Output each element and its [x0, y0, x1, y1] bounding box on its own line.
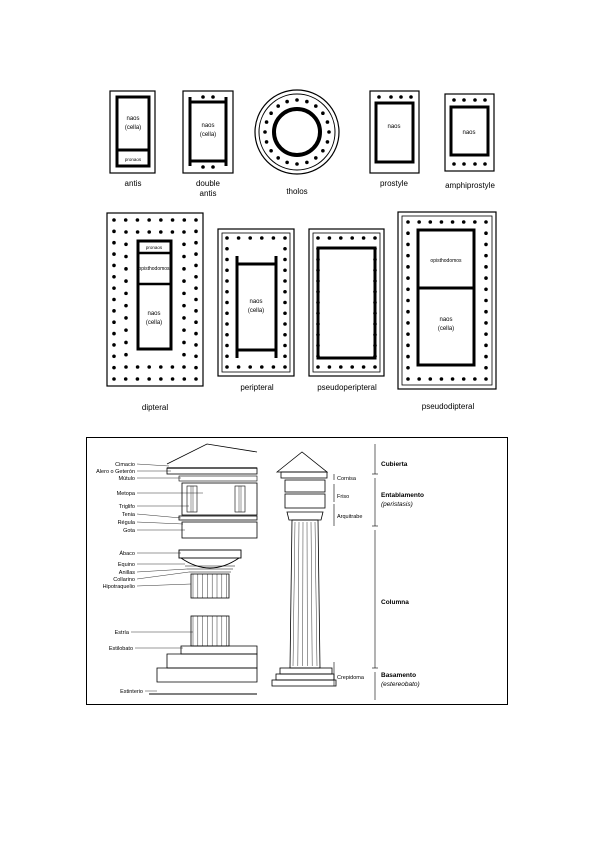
label-anillas: Anillas	[118, 570, 135, 576]
plan-label-antis-2: antis	[199, 189, 217, 198]
column-dot	[406, 231, 410, 235]
column-dot	[484, 265, 488, 269]
column-dot	[373, 333, 377, 337]
label-triglifo: Triglifo	[118, 504, 135, 510]
column-dot	[406, 287, 410, 291]
column-dot	[406, 321, 410, 325]
naos-label: naos	[147, 311, 161, 317]
column-dot	[484, 287, 488, 291]
column-dot	[462, 220, 466, 224]
column-dot	[283, 236, 287, 240]
column-dot	[194, 218, 198, 222]
column-dot	[321, 149, 325, 153]
column-dot	[314, 104, 318, 108]
column-dot	[316, 322, 320, 326]
flute-line	[315, 522, 317, 666]
column-dot	[136, 365, 140, 369]
column-dot	[272, 365, 276, 369]
column-dot	[484, 332, 488, 336]
column-dot	[285, 100, 289, 104]
column-dot	[484, 243, 488, 247]
column-dot	[373, 268, 377, 272]
column-dot	[260, 365, 264, 369]
column-dot	[112, 366, 116, 370]
naos-label: naos	[439, 317, 453, 323]
column-dot	[124, 242, 128, 246]
column-dot	[406, 220, 410, 224]
column-dot	[124, 292, 128, 296]
column-dot	[373, 365, 377, 369]
column-dot	[362, 365, 366, 369]
column-dot	[276, 156, 280, 160]
column-dot	[225, 344, 229, 348]
label-abaco: Ábaco	[119, 551, 135, 557]
column-dot	[263, 130, 267, 134]
column-dot	[451, 377, 455, 381]
column-dot	[124, 365, 128, 369]
column-dot	[373, 354, 377, 358]
column-dot	[283, 279, 287, 283]
column-dot	[112, 286, 116, 290]
column-dot	[316, 333, 320, 337]
column-dot	[171, 230, 175, 234]
right-labels	[381, 461, 424, 688]
column-dot	[136, 377, 140, 381]
plan-peripteral	[218, 229, 294, 392]
column-dot	[316, 301, 320, 305]
cella-label: (cella)	[199, 132, 217, 138]
column-dot	[112, 298, 116, 302]
column-dot	[283, 365, 287, 369]
column-dot	[147, 377, 151, 381]
column-dot	[406, 344, 410, 348]
column-dot	[406, 366, 410, 370]
label-hipotraquelio: Hipotraquelio	[102, 584, 135, 590]
column-dot	[124, 304, 128, 308]
column-dot	[159, 230, 163, 234]
cella-label: (cella)	[145, 320, 163, 326]
column-dot	[484, 231, 488, 235]
label-crepidoma: Crepidoma	[337, 675, 364, 681]
naos-label: naos	[387, 124, 401, 130]
column-dot	[194, 377, 198, 381]
column-dot	[406, 254, 410, 258]
column-dot	[124, 218, 128, 222]
column-dot	[326, 140, 330, 144]
column-dot	[182, 353, 186, 357]
column-dot	[112, 332, 116, 336]
column-dot	[272, 236, 276, 240]
plan-label-pseudodipteral: pseudodipteral	[421, 402, 475, 411]
column-dot	[373, 311, 377, 315]
column-dot	[276, 104, 280, 108]
column-dot	[225, 236, 229, 240]
column-dot	[136, 230, 140, 234]
label-estilobato: Estilobato	[108, 646, 133, 652]
label-tenia: Tenia	[121, 512, 135, 518]
column-dot	[194, 298, 198, 302]
column-dot	[124, 341, 128, 345]
column-dot	[328, 236, 332, 240]
label-mutulo: Mútulo	[118, 476, 135, 482]
column-dot	[406, 265, 410, 269]
column-dot	[316, 311, 320, 315]
column-dot	[269, 111, 273, 115]
plan-label-pseudoperipteral: pseudoperipteral	[317, 383, 377, 392]
column-dot	[283, 301, 287, 305]
plan-label-prostyle: prostyle	[379, 179, 409, 188]
column-dot	[124, 316, 128, 320]
column-dot	[316, 268, 320, 272]
middle-labels	[337, 476, 365, 681]
pronaos-label: pronaos	[145, 245, 163, 250]
column-dot	[171, 377, 175, 381]
column-dot	[451, 220, 455, 224]
column-dot	[283, 268, 287, 272]
column-dot	[225, 365, 229, 369]
label-columna: Columna	[381, 599, 409, 606]
naos-label: naos	[462, 130, 476, 136]
column-dot	[373, 301, 377, 305]
bracket-lines	[334, 444, 378, 700]
plan-label-double: double	[195, 179, 221, 188]
column-dot	[182, 316, 186, 320]
left-labels	[96, 462, 143, 695]
plan-label-tholos: tholos	[286, 187, 308, 196]
label-gota: Gota	[123, 528, 135, 534]
label-collarino: Collarino	[113, 577, 135, 583]
column-dot	[194, 264, 198, 268]
column-dot	[194, 354, 198, 358]
column-dot	[182, 255, 186, 259]
column-dot	[171, 218, 175, 222]
column-dot	[112, 275, 116, 279]
label-basamento: Basamento	[381, 672, 417, 679]
naos-label: naos	[126, 116, 140, 122]
column-dot	[159, 377, 163, 381]
column-dot	[406, 332, 410, 336]
label-entablamento: Entablamento	[381, 492, 424, 499]
column-dot	[406, 310, 410, 314]
column-dot	[373, 290, 377, 294]
column-dot	[225, 333, 229, 337]
label-arquitrabe: Arquitrabe	[337, 514, 363, 520]
column-dot	[473, 220, 477, 224]
plan-label-amphiprostyle: amphiprostyle	[445, 181, 495, 190]
column-dot	[406, 299, 410, 303]
column-dot	[194, 343, 198, 347]
label-regula: Régula	[117, 520, 135, 526]
label-cornisa: Cornisa	[337, 476, 356, 482]
column-dot	[124, 279, 128, 283]
plan-pseudodipteral	[398, 212, 496, 411]
column-dot	[194, 286, 198, 290]
column-dot	[285, 161, 289, 165]
label-friso: Friso	[337, 494, 350, 500]
column-dot	[484, 220, 488, 224]
column-dot	[373, 344, 377, 348]
column-dot	[182, 377, 186, 381]
column-dot	[194, 252, 198, 256]
column-dot	[225, 290, 229, 294]
column-dot	[112, 264, 116, 268]
flute-line	[298, 522, 299, 666]
column-dot	[295, 98, 299, 102]
column-dot	[350, 236, 354, 240]
column-dot	[327, 130, 331, 134]
label-equino: Equino	[117, 562, 135, 568]
plan-label-peripteral: peripteral	[240, 383, 274, 392]
plan-pseudoperipteral	[309, 229, 384, 392]
label-alero: Alero o Geterón	[96, 469, 135, 475]
column-dot	[484, 321, 488, 325]
plan-double-antis	[183, 91, 233, 198]
column-dot	[484, 377, 488, 381]
column-dot	[225, 247, 229, 251]
column-dot	[182, 365, 186, 369]
flute-line	[311, 522, 312, 666]
column-dot	[112, 320, 116, 324]
column-dot	[484, 254, 488, 258]
column-dot	[283, 354, 287, 358]
column-dot	[182, 218, 186, 222]
plan-label-dipteral: dipteral	[141, 403, 169, 412]
column-dot	[373, 322, 377, 326]
column-dot	[124, 328, 128, 332]
column-dot	[314, 156, 318, 160]
column-dot	[112, 309, 116, 313]
column-dot	[373, 236, 377, 240]
column-dot	[484, 310, 488, 314]
column-dot	[159, 218, 163, 222]
column-dot	[112, 230, 116, 234]
column-dot	[406, 355, 410, 359]
naos-label: naos	[249, 299, 263, 305]
column-dot	[283, 344, 287, 348]
column-dot	[283, 333, 287, 337]
column-dot	[362, 236, 366, 240]
column-dot	[316, 354, 320, 358]
column-dot	[225, 301, 229, 305]
column-dot	[473, 377, 477, 381]
column-dot	[237, 365, 241, 369]
column-dot	[316, 365, 320, 369]
cella-label: (cella)	[247, 308, 265, 314]
column-dot	[112, 354, 116, 358]
column-dot	[428, 377, 432, 381]
column-dot	[225, 258, 229, 262]
column-dot	[339, 365, 343, 369]
column-dot	[112, 377, 116, 381]
detail-column	[149, 444, 257, 694]
column-dot	[316, 344, 320, 348]
column-dot	[339, 236, 343, 240]
column-dot	[283, 247, 287, 251]
label-cubierta: Cubierta	[381, 461, 408, 468]
column-dot	[316, 236, 320, 240]
label-metopa: Metopa	[116, 491, 135, 497]
column-dot	[269, 149, 273, 153]
opisthodomos-label: opisthodomos	[430, 258, 462, 264]
column-dot	[248, 365, 252, 369]
column-dot	[194, 230, 198, 234]
label-estria: Estría	[114, 630, 129, 636]
column-dot	[417, 377, 421, 381]
column-dot	[182, 304, 186, 308]
column-dot	[406, 276, 410, 280]
doric-order-diagram	[86, 437, 508, 705]
column-dot	[428, 220, 432, 224]
column-dot	[182, 230, 186, 234]
column-dot	[417, 220, 421, 224]
column-dot	[484, 276, 488, 280]
column-dot	[321, 111, 325, 115]
flute-line	[293, 522, 295, 666]
column-dot	[328, 365, 332, 369]
label-cimacio: Cimacio	[115, 462, 135, 468]
plan-dipteral	[107, 213, 203, 412]
column-dot	[350, 365, 354, 369]
label-peristasis: (peristasis)	[381, 501, 413, 508]
column-dot	[225, 322, 229, 326]
column-dot	[484, 355, 488, 359]
column-dot	[283, 322, 287, 326]
column-dot	[147, 365, 151, 369]
column-dot	[124, 353, 128, 357]
column-dot	[283, 258, 287, 262]
column-dot	[112, 252, 116, 256]
column-dot	[112, 343, 116, 347]
plan-amphiprostyle	[445, 94, 495, 190]
column-dot	[283, 311, 287, 315]
column-dot	[147, 230, 151, 234]
column-dot	[147, 218, 151, 222]
column-dot	[194, 275, 198, 279]
column-dot	[159, 365, 163, 369]
plan-tholos	[255, 90, 339, 196]
column-dot	[484, 366, 488, 370]
column-dot	[265, 120, 269, 124]
column-dot	[124, 377, 128, 381]
column-dot	[373, 279, 377, 283]
column-dot	[112, 241, 116, 245]
plan-antis	[110, 91, 155, 188]
label-estinterio: Estinterio	[120, 689, 143, 695]
column-dot	[316, 290, 320, 294]
column-dot	[316, 279, 320, 283]
column-dot	[316, 247, 320, 251]
pronaos-label: pronaos	[124, 157, 142, 162]
column-dot	[182, 328, 186, 332]
column-dot	[225, 354, 229, 358]
column-dot	[194, 366, 198, 370]
column-dot	[182, 242, 186, 246]
opisthodomos-label: opisthodomos	[138, 266, 170, 272]
column-dot	[440, 220, 444, 224]
column-dot	[124, 255, 128, 259]
cella-label: (cella)	[437, 326, 455, 332]
plan-prostyle	[370, 91, 419, 188]
column-dot	[373, 258, 377, 262]
naos-label: naos	[201, 123, 215, 129]
column-dot	[237, 236, 241, 240]
column-dot	[265, 140, 269, 144]
column-dot	[194, 309, 198, 313]
column-dot	[194, 332, 198, 336]
column-dot	[295, 162, 299, 166]
column-dot	[248, 236, 252, 240]
column-dot	[225, 311, 229, 315]
full-column-elevation	[272, 452, 336, 686]
column-dot	[406, 377, 410, 381]
column-dot	[182, 267, 186, 271]
temple-plans-diagram	[0, 0, 600, 420]
cella-label: (cella)	[124, 125, 142, 131]
column-dot	[440, 377, 444, 381]
column-dot	[305, 100, 309, 104]
column-dot	[112, 218, 116, 222]
column-dot	[194, 320, 198, 324]
column-dot	[225, 268, 229, 272]
column-dot	[260, 236, 264, 240]
column-dot	[124, 267, 128, 271]
column-dot	[326, 120, 330, 124]
column-dot	[406, 243, 410, 247]
column-dot	[171, 365, 175, 369]
column-dot	[373, 247, 377, 251]
column-dot	[462, 377, 466, 381]
column-dot	[484, 344, 488, 348]
column-dot	[182, 292, 186, 296]
plan-label-antis: antis	[124, 179, 142, 188]
column-dot	[305, 161, 309, 165]
column-dot	[136, 218, 140, 222]
column-dot	[182, 279, 186, 283]
column-dot	[283, 290, 287, 294]
column-dot	[225, 279, 229, 283]
label-estereobato: (estereobato)	[381, 681, 420, 688]
column-dot	[316, 258, 320, 262]
column-dot	[194, 241, 198, 245]
column-dot	[484, 299, 488, 303]
column-dot	[182, 341, 186, 345]
doric-order-drawing	[87, 438, 507, 704]
column-dot	[124, 230, 128, 234]
